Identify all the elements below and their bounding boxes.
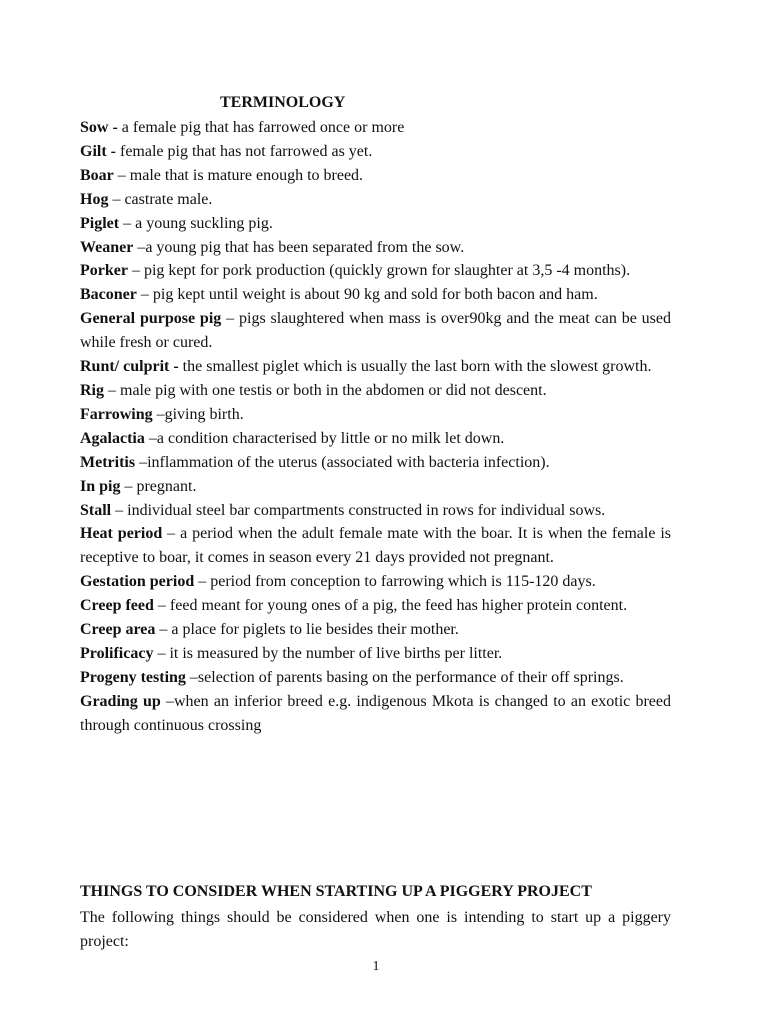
term-definition: –giving birth. — [152, 405, 244, 423]
term-name: Progeny testing — [80, 668, 186, 686]
term-entry — [80, 522, 671, 570]
term-definition: – male pig with one testis or both in the abdomen or did not descent. — [104, 381, 547, 399]
term-name: Rig — [80, 381, 104, 399]
term-entry — [80, 259, 671, 283]
term-name: Stall — [80, 501, 112, 519]
term-definition: –a young pig that has been separated from the sow. — [133, 238, 465, 256]
term-name: Piglet — [80, 214, 120, 232]
term-name: Metritis — [80, 453, 136, 471]
term-name: Agalactia — [80, 429, 145, 447]
term-definition: – pig kept until weight is about 90 kg and sold for both bacon and ham. — [136, 286, 598, 304]
term-name: Creep area — [80, 621, 156, 639]
term-entry — [80, 666, 671, 690]
term-definition: – male that is mature enough to breed. — [113, 166, 364, 184]
term-definition: – a period when the adult female mate with the boar. It is when the female is receptive to boar, it comes in season every 21 days provided not pregnant. — [80, 525, 672, 567]
page-number: 1 — [372, 959, 380, 974]
term-name: In pig — [80, 477, 121, 495]
term-name: Hog — [80, 190, 109, 208]
term-definition: female pig that has not farrowed as yet. — [116, 142, 373, 160]
terminology-list — [80, 116, 671, 738]
term-entry — [80, 283, 671, 307]
term-entry — [80, 403, 671, 427]
term-definition: – individual steel bar compartments constructed in rows for individual sows. — [111, 501, 606, 519]
term-definition: – it is measured by the number of live births per litter. — [153, 644, 503, 662]
term-name: Prolificacy — [80, 644, 154, 662]
term-name: Farrowing — [80, 405, 153, 423]
term-entry — [80, 475, 671, 499]
term-entry — [80, 188, 671, 212]
term-entry — [80, 307, 671, 355]
term-entry — [80, 140, 671, 164]
section-heading: THINGS TO CONSIDER WHEN STARTING UP A PIGGERY PROJECT — [80, 883, 592, 900]
term-name: Porker — [80, 262, 128, 280]
term-definition: – pregnant. — [120, 477, 197, 495]
term-name: Weaner — [80, 238, 134, 256]
term-definition: the smallest piglet which is usually the last born with the slowest growth. — [178, 358, 652, 376]
term-definition: – pigs slaughtered when mass is over90kg and the meat can be used while fresh or cured. — [80, 310, 671, 352]
term-entry — [80, 618, 671, 642]
term-name: General purpose pig — [80, 310, 222, 328]
intro-paragraph: The following things should be considered when one is intending to start up a piggery project: — [80, 909, 671, 950]
term-entry — [80, 212, 671, 236]
term-definition: – pig kept for pork production (quickly grown for slaughter at 3,5 -4 months). — [127, 262, 631, 280]
term-definition: – a young suckling pig. — [119, 214, 273, 232]
term-entry — [80, 642, 671, 666]
term-entry — [80, 499, 671, 523]
term-definition: – feed meant for young ones of a pig, the feed has higher protein content. — [153, 597, 628, 615]
term-name: Baconer — [80, 286, 137, 304]
term-entry — [80, 236, 671, 260]
term-name: Gilt - — [80, 142, 116, 160]
term-definition: –selection of parents basing on the performance of their off springs. — [185, 668, 624, 686]
term-entry — [80, 570, 671, 594]
term-name: Gestation period — [80, 573, 195, 591]
term-entry — [80, 427, 671, 451]
term-definition: – castrate male. — [108, 190, 213, 208]
term-definition: – a place for piglets to lie besides their mother. — [155, 621, 459, 639]
term-entry — [80, 451, 671, 475]
term-entry — [80, 690, 671, 738]
term-definition: a female pig that has farrowed once or more — [117, 119, 405, 136]
term-name: Heat period — [80, 525, 163, 543]
term-name: Sow - — [80, 119, 118, 136]
term-definition: –inflammation of the uterus (associated with bacteria infection). — [135, 453, 550, 471]
term-entry — [80, 594, 671, 618]
term-name: Grading up — [80, 692, 161, 710]
term-name: Boar — [80, 166, 114, 184]
term-definition: –when an inferior breed e.g. indigenous Mkota is changed to an exotic breed through continuous crossing — [80, 692, 671, 734]
term-name: Creep feed — [80, 597, 154, 615]
term-definition: – period from conception to farrowing which is 115-120 days. — [194, 573, 596, 591]
term-entry — [80, 355, 671, 379]
term-entry — [80, 116, 671, 140]
term-entry — [80, 164, 671, 188]
page-title: TERMINOLOGY — [220, 94, 346, 111]
term-definition: –a condition characterised by little or no milk let down. — [144, 429, 505, 447]
term-name: Runt/ culprit - — [80, 358, 179, 376]
term-entry — [80, 379, 671, 403]
